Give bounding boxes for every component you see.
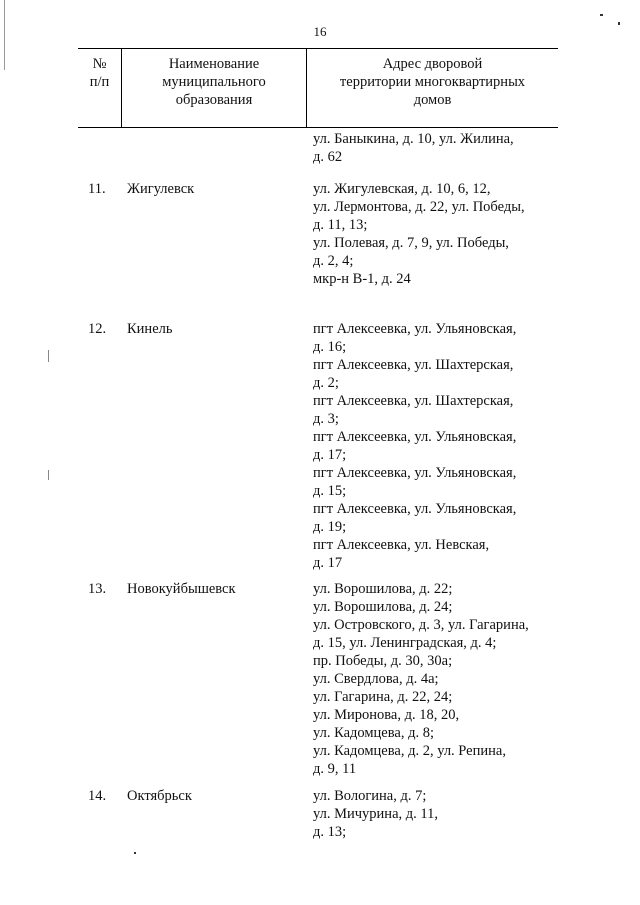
table-header: [78, 48, 558, 128]
header-municipality-column: Наименование муниципального образования: [162, 56, 266, 108]
row-number: 12.: [88, 321, 107, 337]
scan-mark: [48, 470, 49, 480]
address-list: ул. Ворошилова, д. 22; ул. Ворошилова, д. 24; ул. Островского, д. 3, ул. Гагарина, д. 15, ул. Ленинградская, д. 4; пр. Победы, д. 30, 30а; ул. Свердлова, д. 4а; ул. Гагарина, д. 22, 24; ул. Миронова, д. 18, 20, ул. Кадомцева, д. 8; ул. Кадомцева, д. 2, ул. Репина, д. 9, 11: [313, 581, 529, 777]
address-list: ул. Жигулевская, д. 10, 6, 12, ул. Лермонтова, д. 22, ул. Победы, д. 11, 13; ул. Полевая, д. 7, 9, ул. Победы, д. 2, 4; мкр-н В-1, д. 24: [313, 181, 525, 287]
row-number: 14.: [88, 788, 107, 804]
row-number: 13.: [88, 581, 107, 597]
page-number: 16: [313, 24, 327, 39]
municipality-name: Октябрьск: [127, 788, 192, 804]
address-list: ул. Вологина, д. 7; ул. Мичурина, д. 11, д. 13;: [313, 788, 438, 840]
header-number-column: № п/п: [89, 56, 110, 90]
municipality-name: Кинель: [127, 321, 173, 337]
scan-mark: [134, 852, 136, 854]
scan-mark: [4, 0, 5, 70]
municipality-name: Жигулевск: [127, 181, 195, 197]
scan-mark: [48, 350, 49, 362]
header-address-column: Адрес дворовой территории многоквартирных домов: [339, 56, 526, 108]
row-number: 11.: [88, 181, 106, 197]
municipality-name: Новокуйбышевск: [127, 581, 236, 597]
scan-mark: [600, 14, 603, 16]
scan-mark: [618, 22, 620, 25]
address-list: ул. Баныкина, д. 10, ул. Жилина, д. 62: [313, 131, 514, 165]
address-list: пгт Алексеевка, ул. Ульяновская, д. 16; пгт Алексеевка, ул. Шахтерская, д. 2; пгт Алексеевка, ул. Шахтерская, д. 3; пгт Алексеевка, ул. Ульяновская, д. 17; пгт Алексеевка, ул. Ульяновская, д. 15; пгт Алексеевка, ул. Ульяновская, д. 19; пгт Алексеевка, ул. Невская, д. 17: [313, 321, 517, 571]
